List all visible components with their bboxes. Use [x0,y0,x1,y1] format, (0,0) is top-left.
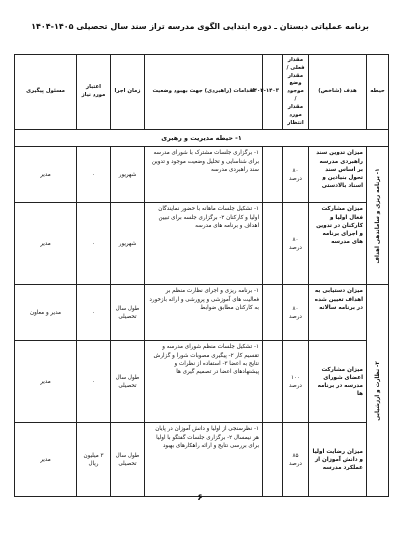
target-unit: درصد [289,313,302,320]
section-title: ۱- حیطه مدیریت و رهبری [15,130,389,147]
target-unit: درصد [289,175,302,182]
status-cell [263,341,283,423]
target-cell [283,341,309,423]
time-cell: شهریور [111,147,145,203]
table-row [15,147,389,203]
document-title: برنامه عملیاتی دبستان ـ دوره ابتدایی الگوی مدرسه تراز سند سال تحصیلی ۱۴۰۵-۱۴۰۴ [31,22,369,31]
activities-cell: ۱- برنامه ریزی و اجرای نظارت منظم بر فعالیت های آموزشی و پرورشی و ارائه بازخورد به کارکنان مطابق ضوابط [145,285,263,341]
table-row [15,203,389,285]
target-value: ۱۰۰ [290,374,300,381]
target-value: ۸۵ [292,452,299,459]
credit-cell: ۰ [77,147,111,203]
time-cell: طول سال تحصیلی [111,423,145,497]
responsible-cell: مدیر [15,423,77,497]
target-value: ۸۰ [292,167,299,174]
target-unit: درصد [289,460,302,467]
table-row [15,423,389,497]
target-cell [283,203,309,285]
credit-cell: ۰ [77,203,111,285]
credit-cell: ۰ [77,341,111,423]
page-number: ۶ [197,493,203,503]
header-quant-target: مقدار فعلی / مقدار وضع موجود / مقدار مورد انتظار [283,55,309,130]
header-time: زمان اجرا [111,55,145,130]
activities-cell: ۱- تشکیل جلسات ماهانه با حضور نمایندگان اولیا و کارکنان ۲- برگزاری جلسه برای تبیین اهداف و برنامه های مدرسه [145,203,263,285]
domain-cell-1 [367,147,389,285]
domain-cell-2 [367,285,389,497]
activities-cell: ۱- تشکیل جلسات منظم شورای مدرسه و تقسیم کار ۲- پیگیری مصوبات شورا و گزارش نتایج به اعضا ۳- استفاده از نظرات و پیشنهادهای اعضا در تصمیم گیری ها [145,341,263,423]
status-cell [263,147,283,203]
domain-label-2: ۲- نظارت و ارزشیابی [374,361,381,421]
target-cell [283,147,309,203]
header-goal: هدف (شاخص) [309,55,367,130]
time-cell: طول سال تحصیلی [111,341,145,423]
responsible-cell: مدیر [15,147,77,203]
header-status-1404: ۱۴۰۴-۱۴۰۳ [263,55,283,130]
domain-label-1: ۱- برنامه ریزی و ساماندهی اهداف [374,168,381,264]
activities-cell: ۱- نظرسنجی از اولیا و دانش آموزان در پایان هر نیمسال ۲- برگزاری جلسات گفتگو با اولیا برای بررسی نتایج و ارائه راهکارهای بهبود [145,423,263,497]
header-responsible: مسئول پیگیری [15,55,77,130]
target-value: ۸۰ [292,236,299,243]
target-unit: درصد [289,382,302,389]
activities-cell: ۱- برگزاری جلسات مشترک با شورای مدرسه برای شناسایی و تحلیل وضعیت موجود و تدوین سند راهبردی مدرسه [145,147,263,203]
goal-cell: میزان تدوین سند راهبردی مدرسه بر اساس سند تحول بنیادین و اسناد بالادستی [309,147,367,203]
header-credit: اعتبار مورد نیاز [77,55,111,130]
time-cell: شهریور [111,203,145,285]
credit-cell: ۰ [77,285,111,341]
table-header-row [15,55,389,130]
status-cell [263,203,283,285]
status-cell [263,423,283,497]
target-value: ۸۰ [292,305,299,312]
target-cell [283,423,309,497]
table-row [15,285,389,341]
credit-cell: ۳ میلیون ریال [77,423,111,497]
header-domain: حیطه [367,55,389,130]
goal-cell: میزان مشارکت فعال اولیا و کارکنان در تدوین و اجرای برنامه های مدرسه [309,203,367,285]
responsible-cell: مدیر [15,203,77,285]
table-row [15,341,389,423]
goal-cell: میزان رضایت اولیا و دانش آموزان از عملکرد مدرسه [309,423,367,497]
target-unit: درصد [289,244,302,251]
responsible-cell: مدیر و معاون [15,285,77,341]
status-cell [263,285,283,341]
header-activities: اقدامات (راهبردی) جهت بهبود وضعیت [145,55,263,130]
target-cell [283,285,309,341]
goal-cell: میزان دستیابی به اهداف تعیین شده در برنامه سالانه [309,285,367,341]
goal-cell: میزان مشارکت اعضای شورای مدرسه در برنامه ها [309,341,367,423]
responsible-cell: مدیر [15,341,77,423]
operational-plan-table [14,54,389,497]
time-cell: طول سال تحصیلی [111,285,145,341]
